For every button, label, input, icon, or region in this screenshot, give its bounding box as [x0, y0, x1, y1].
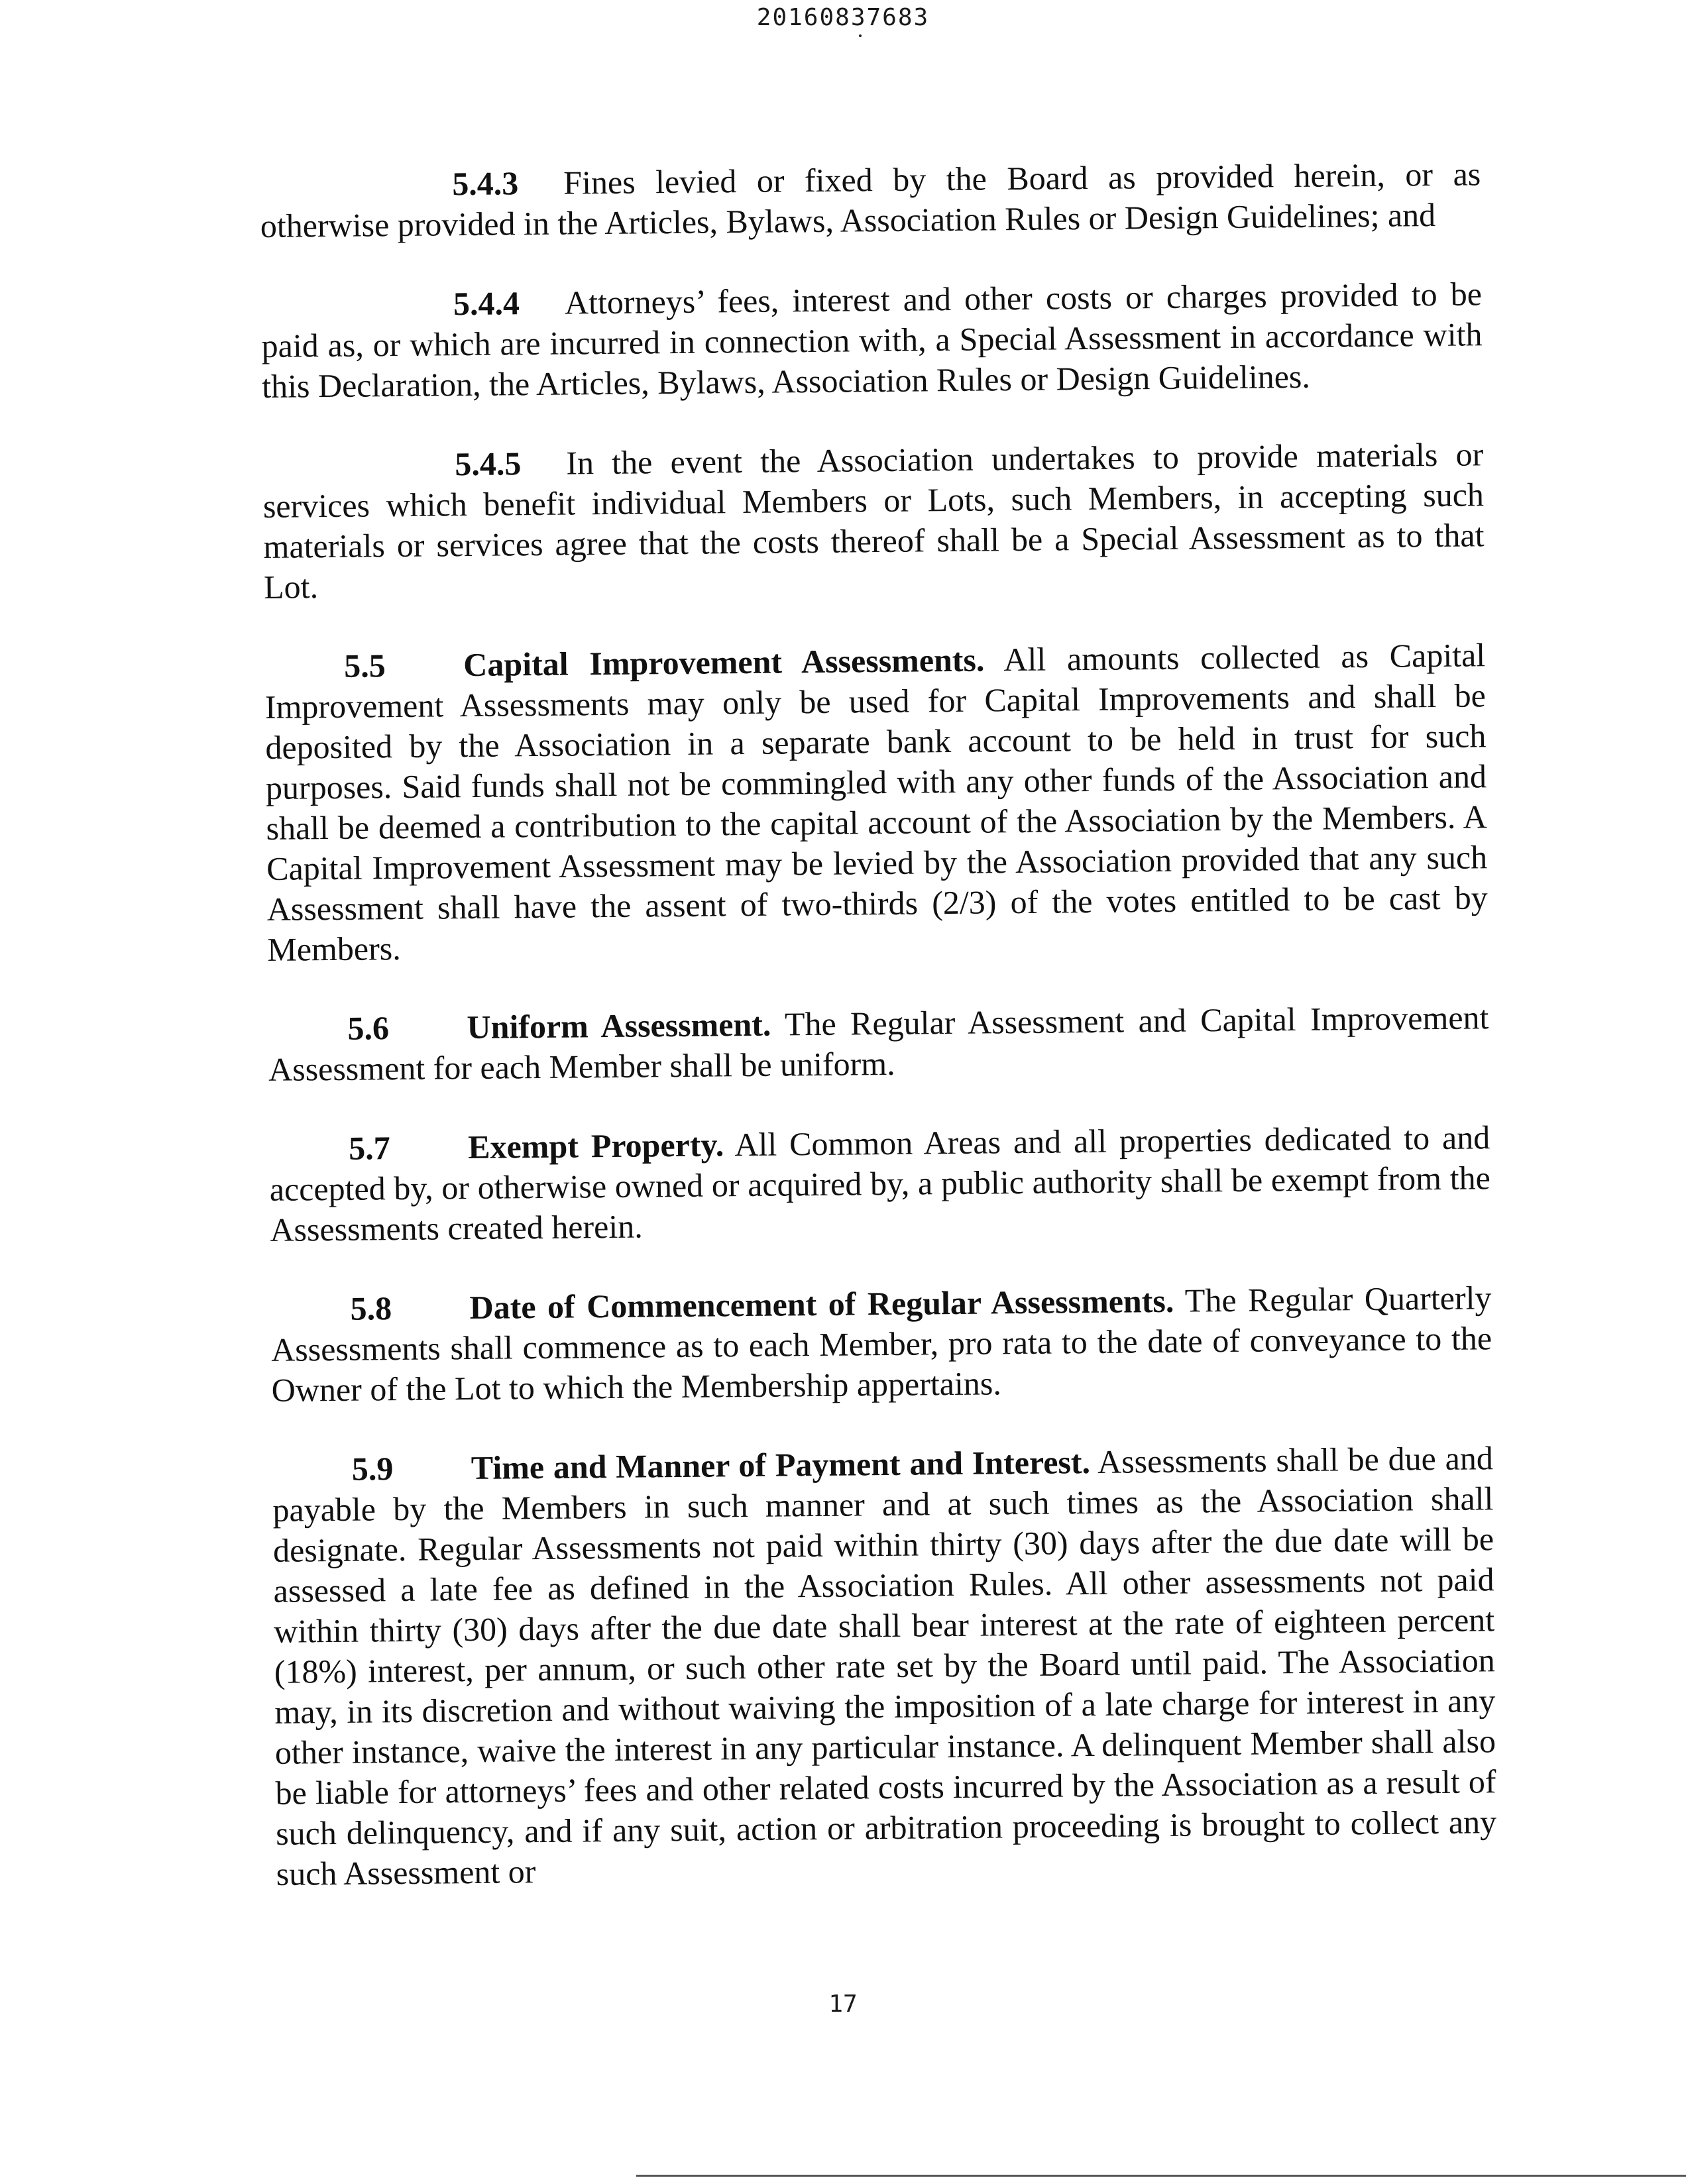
paragraph-5-6 — [268, 997, 1489, 1090]
header-dot — [859, 34, 862, 37]
section-number: 5.8 — [350, 1289, 392, 1327]
paragraph-text: Fines levied or fixed by the Board as provided herein, or as otherwise provided in the Articles, Bylaws, Association Rules or Design Guidelines; and — [260, 155, 1481, 245]
section-heading: Exempt Property. — [467, 1126, 724, 1166]
paragraph-5-8 — [270, 1278, 1492, 1411]
section-number: 5.4.5 — [455, 445, 522, 483]
document-body — [260, 154, 1498, 1934]
section-number: 5.7 — [348, 1129, 391, 1167]
section-number: 5.9 — [351, 1450, 394, 1488]
paragraph-text: All Common Areas and all properties dedicated to and accepted by, or otherwise owned or acquired by, a public authority shall be exempt from the Assessments created herein. — [269, 1119, 1491, 1248]
section-heading: Uniform Assessment. — [467, 1005, 771, 1046]
bottom-rule — [636, 2175, 1686, 2177]
paragraph-5-9 — [272, 1438, 1497, 1894]
paragraph-5-4-4 — [261, 274, 1483, 407]
paragraph-5-4-3 — [260, 154, 1481, 246]
paragraph-5-4-5 — [262, 434, 1485, 608]
paragraph-text: The Regular Assessment and Capital Improvement Assessment for each Member shall be uniform. — [268, 999, 1489, 1088]
section-heading: Date of Commencement of Regular Assessments. — [469, 1282, 1174, 1327]
document-number: 20160837683 — [756, 4, 930, 31]
paragraph-text: Attorneys’ fees, interest and other costs or charges provided to be paid as, or which are incurred in connection with, a Special Assessment in accordance with this Declaration, the Articles, Bylaws, Association Rules or Design Guidelines. — [261, 275, 1483, 405]
section-heading: Capital Improvement Assessments. — [463, 641, 985, 684]
paragraph-5-5 — [264, 635, 1489, 970]
section-number: 5.5 — [343, 647, 386, 684]
paragraph-text: Assessments shall be due and payable by the Members in such manner and at such times as the Association shall designate. Regular Assessments not paid within thirty (30) days after the due date will be assessed a late fee as defined in the Association Rules. All other assessments not paid within thirty (30) days after the due date shall bear interest at the rate of eighteen percent (18%) interest, per annum, or such other rate set by the Board until paid. The Association may, in its discretion and without waiving the imposition of a late charge for interest in any other instance, waive the interest in any particular instance. A delinquent Member shall also be liable for attorneys’ fees and other related costs incurred by the Association as a result of such delinquency, and if any suit, action or arbitration proceeding is brought to collect any such Assessment or — [272, 1439, 1497, 1892]
paragraph-text: In the event the Association undertakes to provide materials or services which benefit individual Members or Lots, such Members, in accepting such materials or services agree that the costs thereof shall be a Special Assessment as to that Lot. — [262, 435, 1485, 606]
paragraph-5-7 — [269, 1117, 1491, 1250]
paragraph-text: All amounts collected as Capital Improvement Assessments may only be used for Capital Improvements and shall be deposited by the Association in a separate bank account to be held in trust for such purposes. Said funds shall not be commingled with any other funds of the Association and shall be deemed a contribution to the capital account of the Association by the Members. A Capital Improvement Assessment may be levied by the Association provided that any such Assessment shall have the assent of two-thirds (2/3) of the votes entitled to be cast by Members. — [264, 636, 1488, 968]
section-heading: Time and Manner of Payment and Interest. — [471, 1443, 1091, 1487]
section-number: 5.4.4 — [453, 284, 520, 323]
section-number: 5.4.3 — [452, 164, 519, 203]
section-number: 5.6 — [347, 1009, 390, 1047]
page-number: 17 — [828, 1991, 858, 2018]
paragraph-text: The Regular Quarterly Assessments shall commence as to each Member, pro rata to the date of conveyance to the Owner of the Lot to which the Membership appertains. — [270, 1279, 1492, 1409]
